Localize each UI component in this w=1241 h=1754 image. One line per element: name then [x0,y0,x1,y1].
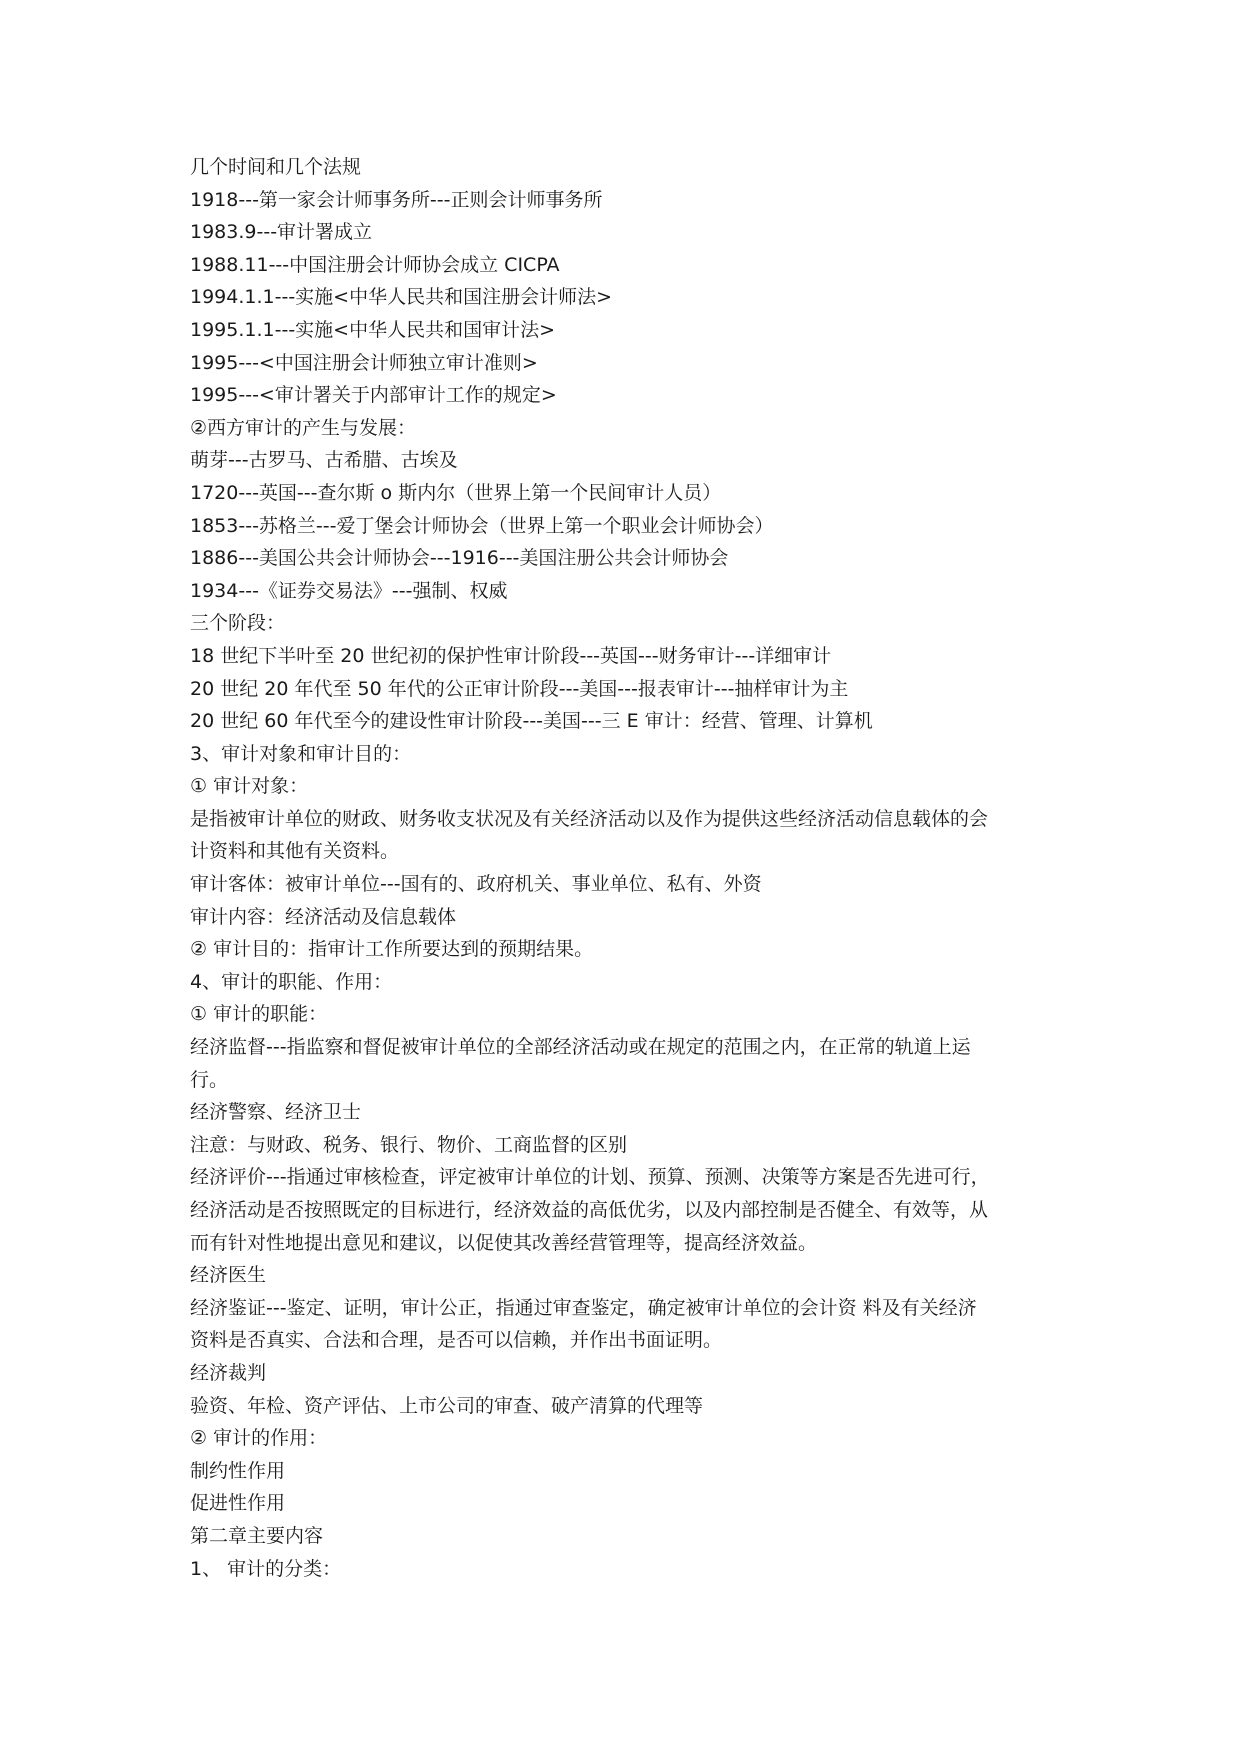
text-line: 促进性作用 [190,1492,286,1515]
text-line: 经济裁判 [190,1361,267,1384]
text-line: 经济监督---指监察和督促被审计单位的全部经济活动或在规定的范围之内，在正常的轨道上运 [190,1036,971,1059]
section-heading-western-audit: ②西方审计的产生与发展： [190,416,417,439]
text-line: 20 世纪 60 年代至今的建设性审计阶段---美国---三 E 审计：经营、管理、计算机 [190,710,873,733]
text-line: 制约性作用 [190,1459,286,1482]
subheading-audit-role: ② 审计的作用： [190,1427,328,1450]
subheading-audit-functions: ① 审计的职能： [190,1003,328,1026]
text-line: 审计内容：经济活动及信息载体 [190,905,457,928]
chapter-two-heading: 第二章主要内容 [190,1524,324,1547]
heading-times-and-regulations: 几个时间和几个法规 [190,156,362,178]
section-heading-audit-object-and-purpose: 3、审计对象和审计目的： [190,742,412,765]
text-line: 经济医生 [190,1264,267,1287]
text-line: 萌芽---古罗马、古希腊、古埃及 [190,449,458,472]
text-line: 1995---<中国注册会计师独立审计准则> [190,351,538,374]
text-line: 1886---美国公共会计师协会---1916---美国注册公共会计师协会 [190,547,729,570]
text-line: 经济评价---指通过审核检查，评定被审计单位的计划、预算、预测、决策等方案是否先进可行， [190,1166,990,1189]
section-heading-three-stages: 三个阶段： [190,612,286,635]
text-line: 注意：与财政、税务、银行、物价、工商监督的区别 [190,1133,628,1156]
subheading-audit-object: ① 审计对象： [190,775,309,798]
text-line: 资料是否真实、合法和合理，是否可以信赖，并作出书面证明。 [190,1329,723,1352]
subheading-audit-purpose: ② 审计目的：指审计工作所要达到的预期结果。 [190,938,594,961]
text-line: 1918---第一家会计师事务所---正则会计师事务所 [190,188,603,211]
text-line: 1983.9---审计署成立 [190,221,373,244]
text-line: 审计客体：被审计单位---国有的、政府机关、事业单位、私有、外资 [190,873,762,896]
text-line: 经济活动是否按照既定的目标进行，经济效益的高低优劣，以及内部控制是否健全、有效等，从 [190,1199,989,1221]
text-line: 计资料和其他有关资料。 [190,840,400,863]
text-line: 经济警察、经济卫士 [190,1101,362,1124]
document-body [190,151,1060,1585]
text-line: 1934---《证券交易法》---强制、权威 [190,579,508,602]
text-line: 20 世纪 20 年代至 50 年代的公正审计阶段---美国---报表审计---抽样审计为主 [190,677,849,700]
text-line: 而有针对性地提出意见和建议，以促使其改善经营管理等，提高经济效益。 [190,1231,818,1254]
text-line: 经济鉴证---鉴定、证明，审计公正，指通过审查鉴定，确定被审计单位的会计资 料及有关经济 [190,1296,977,1319]
text-line: 1995.1.1---实施<中华人民共和国审计法> [190,318,556,341]
text-line: 1988.11---中国注册会计师协会成立 CICPA [190,253,560,276]
section-heading-audit-classification: 1、 审计的分类： [190,1557,342,1580]
text-line: 1995---<审计署关于内部审计工作的规定> [190,384,557,407]
text-line: 是指被审计单位的财政、财务收支状况及有关经济活动以及作为提供这些经济活动信息载体的会 [190,807,989,830]
text-line: 验资、年检、资产评估、上市公司的审查、破产清算的代理等 [190,1394,704,1417]
text-line: 1994.1.1---实施<中华人民共和国注册会计师法> [190,286,613,309]
text-line: 行。 [190,1068,229,1091]
section-heading-audit-functions: 4、审计的职能、作用： [190,970,393,993]
text-line: 18 世纪下半叶至 20 世纪初的保护性审计阶段---英国---财务审计---详细审计 [190,644,832,667]
text-line: 1853---苏格兰---爱丁堡会计师协会（世界上第一个职业会计师协会） [190,514,774,537]
text-line: 1720---英国---查尔斯 o 斯内尔（世界上第一个民间审计人员） [190,481,722,504]
